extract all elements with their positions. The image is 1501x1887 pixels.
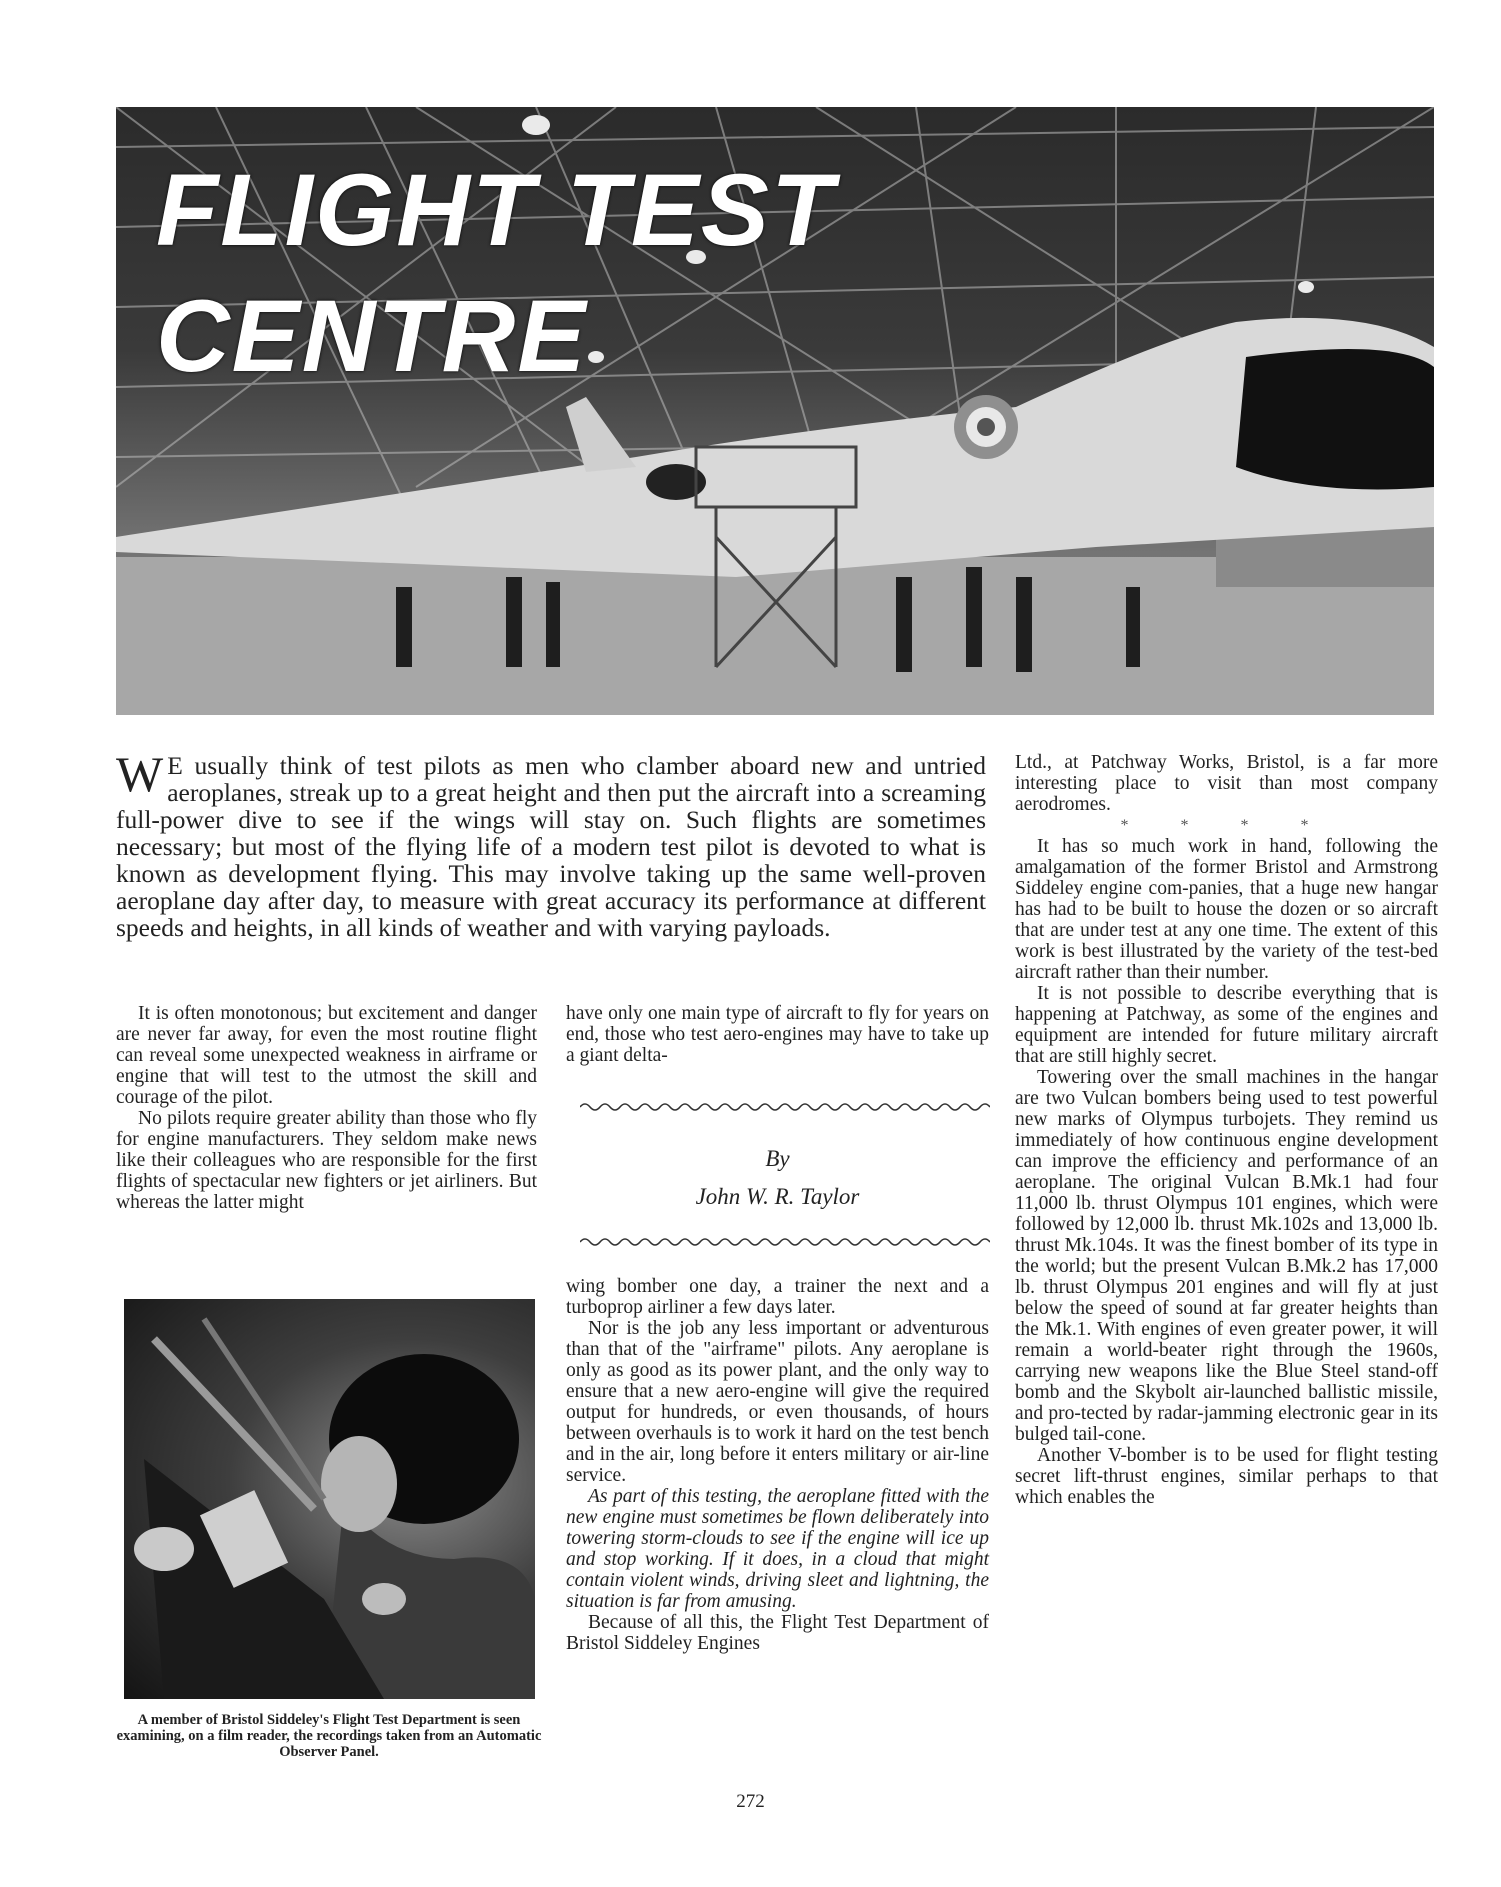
photo-caption: A member of Bristol Siddeley's Flight Test Department is seen examining, on a film reader, the recordings taken from an Automatic Observer Panel. [116, 1712, 542, 1760]
film-reader-illustration [124, 1299, 535, 1699]
col3-paragraph-3: It is not possible to describe everything that is happening at Patchway, as some of the engines and equipment are intended for future military aircraft that are still highly secret. [1015, 983, 1438, 1067]
column-1 [116, 1003, 537, 1213]
wavy-rule-top [580, 1100, 990, 1114]
column-3 [1015, 752, 1438, 1508]
col2-paragraph-3: As part of this testing, the aeroplane fitted with the new engine must sometimes be flown deliberately into towering storm-clouds to see if the engine will ice up and stop working. If it does, in a cloud that might contain violent winds, driving sleet and lightning, the situation is far from amusing. [566, 1486, 989, 1612]
column-2-top [566, 1003, 989, 1066]
col2-paragraph-4: Because of all this, the Flight Test Department of Bristol Siddeley Engines [566, 1612, 989, 1654]
wavy-rule-bottom [580, 1235, 990, 1249]
page-number: 272 [736, 1791, 765, 1812]
article-title [156, 147, 835, 399]
col1-paragraph-1: It is often monotonous; but excitement and danger are never far away, for even the most routine flight can reveal some unexpected weakness in airframe or engine that will test to the utmost the skill and courage of the pilot. [116, 1003, 537, 1108]
hero-photo [116, 107, 1434, 715]
drop-cap: W [116, 746, 164, 802]
film-reader-photo [124, 1299, 535, 1699]
byline [566, 1140, 989, 1216]
column-2-bottom [566, 1276, 989, 1654]
section-break-stars: * * * * [1120, 817, 1333, 834]
col2-paragraph-1: wing bomber one day, a trainer the next and a turboprop airliner a few days later. [566, 1276, 989, 1318]
col2-top-text: have only one main type of aircraft to fly for years on end, those who test aero-engines may have to take up a giant delta- [566, 1003, 989, 1066]
lead-paragraph [116, 746, 986, 942]
col1-paragraph-2: No pilots require greater ability than those who fly for engine manufacturers. They seldom make news like their colleagues who are responsible for the first flights of spectacular new fighters or jet airliners. But whereas the latter might [116, 1108, 537, 1213]
lead-text: E usually think of test pilots as men who clamber aboard new and untried aeroplanes, streak up to a great height and then put the aircraft into a screaming full-power dive to see if the wings will stay on. Such flights are sometimes necessary; but most of the flying life of a modern test pilot is devoted to what is known as development flying. This may involve taking up the same well-proven aeroplane day after day, to measure with great accuracy its performance at different speeds and heights, in all kinds of weather and with varying payloads. [116, 751, 986, 942]
byline-author: John W. R. Taylor [695, 1184, 860, 1209]
title-line-2: CENTRE [156, 279, 588, 393]
title-line-1: FLIGHT TEST [156, 153, 836, 267]
col3-paragraph-1: Ltd., at Patchway Works, Bristol, is a far more interesting place to visit than most company aerodromes. [1015, 752, 1438, 815]
byline-by: By [765, 1146, 790, 1171]
col2-paragraph-2: Nor is the job any less important or adventurous than that of the "airframe" pilots. Any aeroplane is only as good as its power plant, and the only way to ensure that a new aero-engine will give the required output for hundreds, or even thousands, of hours between overhauls is to work it hard on the test bench and in the air, long before it enters military or air-line service. [566, 1318, 989, 1486]
col3-paragraph-5: Another V-bomber is to be used for flight testing secret lift-thrust engines, similar perhaps to that which enables the [1015, 1445, 1438, 1508]
col3-paragraph-4: Towering over the small machines in the hangar are two Vulcan bombers being used to test powerful new marks of Olympus turbojets. They remind us immediately of how continuous engine development can improve the efficiency and performance of an aeroplane. The original Vulcan B.Mk.1 had four 11,000 lb. thrust Olympus 101 engines, which were followed by 12,000 lb. thrust Mk.102s and 13,000 lb. thrust Mk.104s. It was the finest bomber of its type in the world; but the present Vulcan B.Mk.2 has 17,000 lb. thrust Olympus 201 engines and will fly at just below the speed of sound at far greater heights than the Mk.1. With engines of even greater power, it will remain a world-beater right through the 1960s, carrying new weapons like the Blue Steel stand-off bomb and the Skybolt air-launched ballistic missile, and pro-tected by radar-jamming electronic gear in its bulged tail-cone. [1015, 1067, 1438, 1445]
col3-paragraph-2: It has so much work in hand, following the amalgamation of the former Bristol and Armstrong Siddeley engine com-panies, that a huge new hangar has had to be built to house the dozen or so aircraft that are under test at any one time. The extent of this work is best illustrated by the variety of the test-bed aircraft rather than their number. [1015, 836, 1438, 983]
